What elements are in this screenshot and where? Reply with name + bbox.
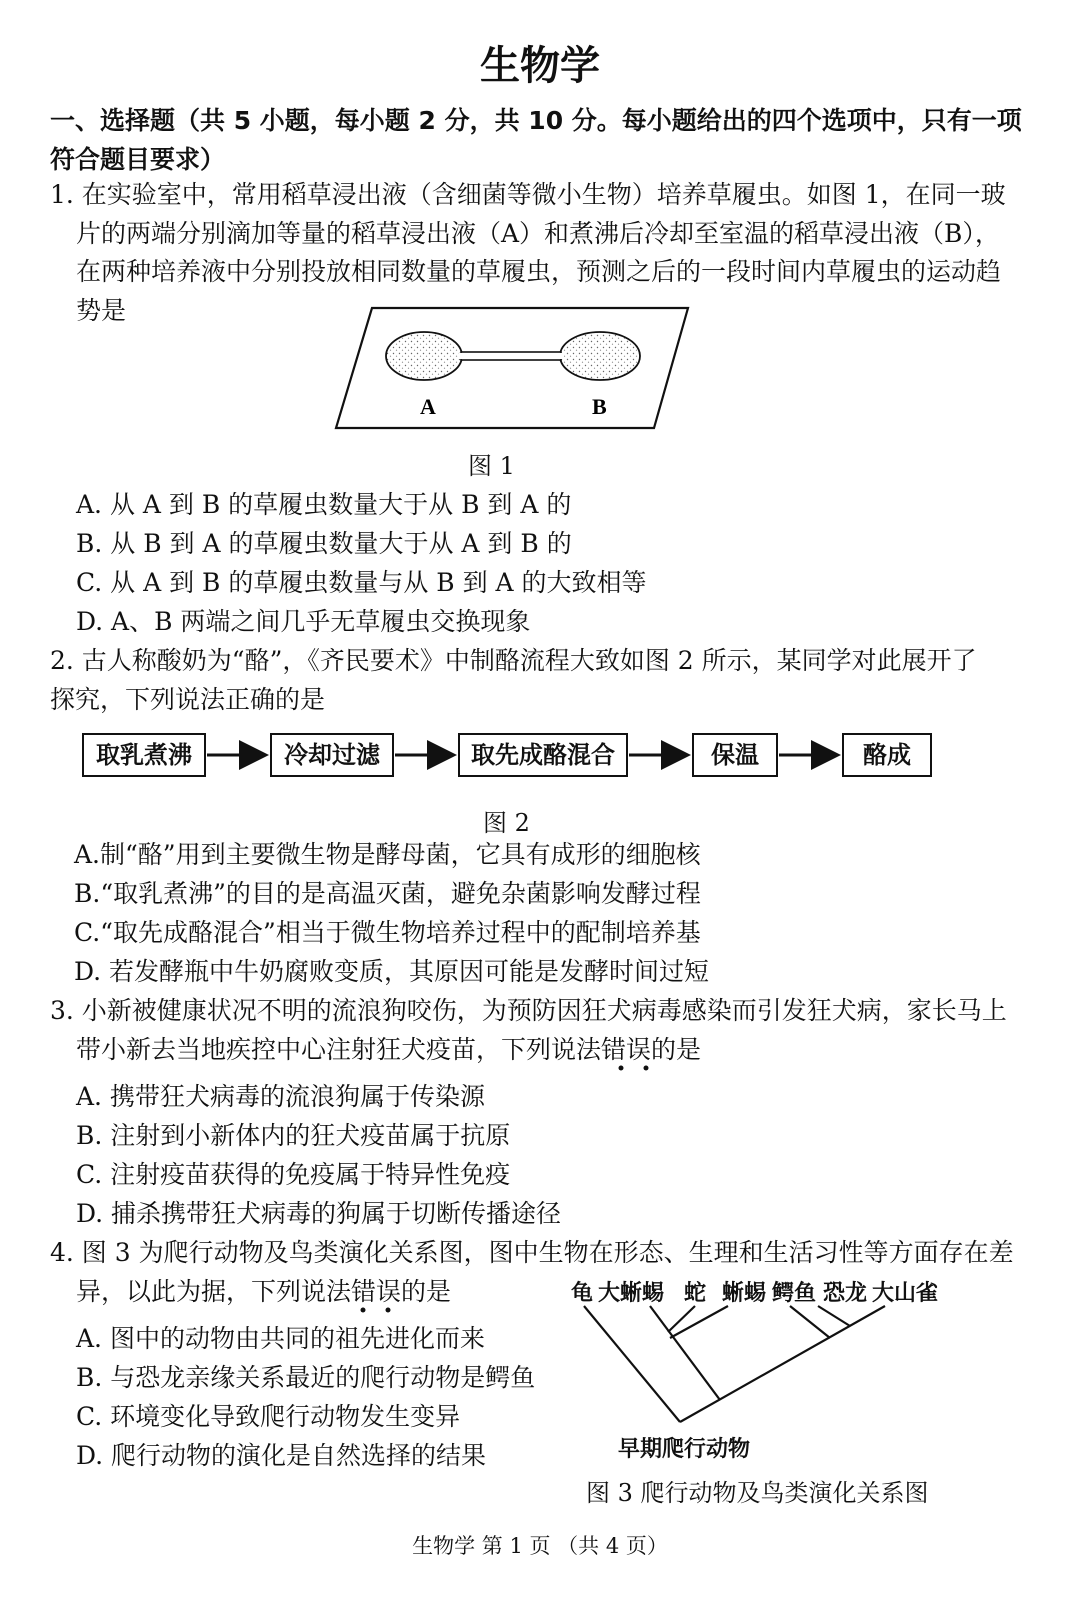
flow-step-1: 取乳煮沸 — [82, 733, 206, 777]
q4-line-2-text: 异，以此为据，下列说法 — [76, 1277, 352, 1306]
q1-option-b: B. 从 B 到 A 的草履虫数量大于从 A 到 B 的 — [76, 529, 572, 558]
q2-line-2: 探究，下列说法正确的是 — [50, 685, 326, 714]
tree-root-label: 早期爬行动物 — [618, 1437, 751, 1462]
q4-option-b: B. 与恐龙亲缘关系最近的爬行动物是鳄鱼 — [76, 1363, 536, 1392]
q4-emphasis-dots — [352, 1306, 402, 1316]
q3-line-2-text: 带小新去当地疾控中心注射狂犬疫苗，下列说法 — [76, 1035, 602, 1064]
branch-tuatara — [650, 1306, 720, 1400]
q4-option-a: A. 图中的动物由共同的祖先进化而来 — [76, 1324, 485, 1353]
q4-emphasis-word: 错误 — [351, 1277, 402, 1306]
q1-line-1: 1. 在实验室中，常用稻草浸出液（含细菌等微小生物）培养草履虫。如图 1，在同一玻 — [50, 180, 1006, 209]
drop-b-shape — [560, 332, 640, 380]
figure-2-caption: 图 2 — [483, 809, 530, 837]
section-heading: 一、选择题（共 5 小题，每小题 2 分，共 10 分。每小题给出的四个选项中，只有一项符合题目要求） — [50, 106, 1022, 174]
flow-step-4: 保温 — [692, 733, 778, 777]
q2-option-d: D. 若发酵瓶中牛奶腐败变质，其原因可能是发酵时间过短 — [74, 957, 710, 986]
q1-option-a: A. 从 A 到 B 的草履虫数量大于从 B 到 A 的 — [76, 490, 572, 519]
q4-option-d: D. 爬行动物的演化是自然选择的结果 — [76, 1441, 487, 1470]
taxon-tit: 大山雀 — [872, 1281, 939, 1306]
taxon-crocodile: 鳄鱼 — [772, 1281, 817, 1306]
taxon-snake: 蛇 — [684, 1281, 707, 1306]
q3-option-b: B. 注射到小新体内的狂犬疫苗属于抗原 — [76, 1121, 511, 1150]
q4-option-c: C. 环境变化导致爬行动物发生变异 — [76, 1402, 461, 1431]
taxon-turtle: 龟 — [571, 1281, 594, 1306]
q2-option-a: A.制“酪”用到主要微生物是酵母菌，它具有成形的细胞核 — [74, 840, 701, 869]
flow-arrows — [0, 740, 1080, 770]
taxon-lizard: 蜥蜴 — [722, 1281, 767, 1306]
q3-emphasis-dots — [610, 1064, 660, 1074]
page-footer: 生物学 第 1 页 （共 4 页） — [412, 1534, 668, 1558]
q2-line-1: 2. 古人称酸奶为“酪”，《齐民要术》中制酪流程大致如图 2 所示，某同学对此展开了 — [50, 646, 977, 675]
figure-3-caption: 图 3 爬行动物及鸟类演化关系图 — [586, 1479, 929, 1507]
q2-option-b: B.“取乳煮沸”的目的是高温灭菌，避免杂菌影响发酵过程 — [74, 879, 701, 908]
flow-step-2: 冷却过滤 — [270, 733, 394, 777]
branch-main — [680, 1306, 885, 1422]
label-b: B — [592, 394, 607, 419]
branch-turtle — [584, 1306, 680, 1422]
taxon-tuatara: 大蜥蜴 — [598, 1281, 665, 1306]
q3-option-c: C. 注射疫苗获得的免疫属于特异性免疫 — [76, 1160, 511, 1189]
q1-option-d: D. A、B 两端之间几乎无草履虫交换现象 — [76, 607, 531, 636]
flow-step-5: 酪成 — [842, 733, 932, 777]
q2-option-c: C.“取先成酪混合”相当于微生物培养过程中的配制培养基 — [74, 918, 701, 947]
figure-1-caption: 图 1 — [468, 452, 515, 480]
label-a: A — [420, 394, 436, 419]
connecting-channel — [461, 352, 561, 360]
q3-option-a: A. 携带狂犬病毒的流浪狗属于传染源 — [76, 1082, 485, 1111]
q1-option-c: C. 从 A 到 B 的草履虫数量与从 B 到 A 的大致相等 — [76, 568, 647, 597]
q1-line-4: 势是 — [76, 296, 127, 325]
branch-dinosaur — [818, 1306, 850, 1326]
q1-line-3: 在两种培养液中分别投放相同数量的草履虫，预测之后的一段时间内草履虫的运动趋 — [76, 257, 1002, 286]
figure-1-slide — [332, 304, 692, 432]
branch-snake — [668, 1306, 695, 1332]
q3-option-d: D. 捕杀携带狂犬病毒的狗属于切断传播途径 — [76, 1199, 562, 1228]
flow-step-3: 取先成酪混合 — [458, 733, 628, 777]
q4-line-2-end: 的是 — [401, 1277, 452, 1306]
q3-emphasis-word: 错误 — [601, 1035, 652, 1064]
taxon-dinosaur: 恐龙 — [823, 1281, 868, 1306]
figure-3-tree — [560, 1300, 940, 1430]
page-title: 生物学 — [480, 43, 600, 89]
q1-line-2: 片的两端分别滴加等量的稻草浸出液（A）和煮沸后冷却至室温的稻草浸出液（B）， — [76, 219, 1000, 248]
q3-line-2 — [76, 1031, 701, 1069]
q4-line-1: 4. 图 3 为爬行动物及鸟类演化关系图，图中生物在形态、生理和生活习性等方面存在差 — [50, 1238, 1014, 1267]
q3-line-2-end: 的是 — [651, 1035, 702, 1064]
drop-a-shape — [386, 332, 462, 380]
q3-line-1: 3. 小新被健康状况不明的流浪狗咬伤，为预防因狂犬病毒感染而引发狂犬病，家长马上 — [50, 996, 1007, 1025]
